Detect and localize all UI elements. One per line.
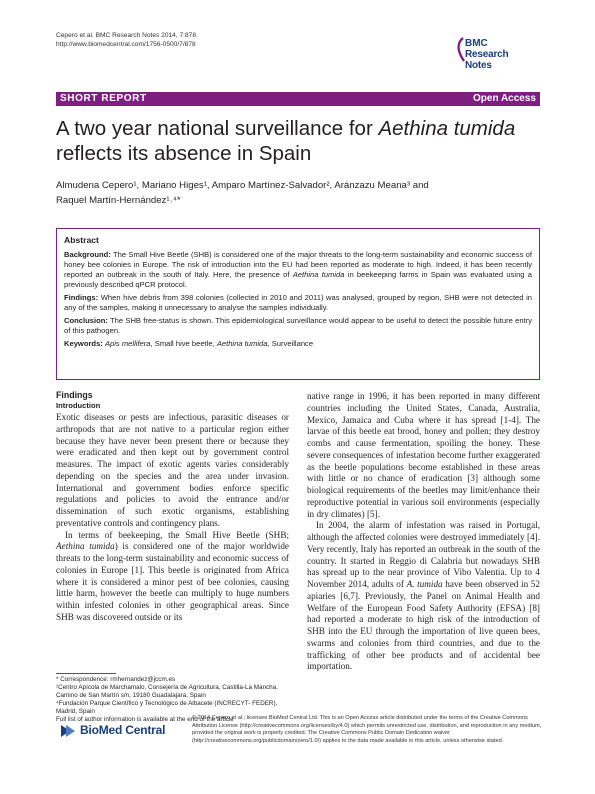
body-paragraph: Exotic diseases or pests are infectious, parasitic diseases or arthropods that are not native to a particular region either because they have never been present there or because they were eradicated and then kept out by government control measures. The impact of exotic agents varies considerably depending on the species and the area under invasion. International and government bodies enforce specific regulations and policies to avoid the entrance and/or dissemination of such exotic organisms, establishing preventative controls and contingency plans. <box>56 412 289 528</box>
author-line: Almudena Cepero¹, Mariano Higes¹, Amparo Martínez-Salvador², Aránzazu Meana³ and <box>56 180 429 191</box>
body-column-left <box>56 390 289 624</box>
body-text: In 2004, the alarm of infestation was raised in Portugal, although the affected colonies were destroyed immediately [4]. Very recently, Italy has reported an outbreak in the south of the country. It started in Reggio di Calabria but nowadays SHB has spread up to the near province of Vibo Valentia. Up to 4 November 2014, adults of <box>307 520 540 589</box>
abstract-findings <box>64 293 532 313</box>
title-text-end: reflects its absence in Spain <box>56 142 312 165</box>
body-text: In terms of beekeeping, the Small Hive Beetle (SHB; <box>65 529 289 540</box>
biomed-central-icon <box>58 722 78 740</box>
body-paragraph: native range in 1996, it has been reported in many different countries including the United States, Canada, Australia, Mexico, Jamaica and Cuba where it has spread [1-4]. The larvae of this beetle eat brood, honey and pollen; they destroy combs and cause fermentation, spoiling the honey. These severe consequences of infestation become further exaggerated as the beetle populations become established in these areas with little or no chance of eradication [3] although some biological requirements of the beetles may limit/enhance their reproductive potential in various soil environments (especially in dry climates) [5]. <box>307 391 540 519</box>
article-title <box>56 116 526 166</box>
abstract-background <box>64 250 532 290</box>
abstract-text: The Small Hive Beetle (SHB) is considered one of the major threats to the long-term sustainability and economic success of honey bee colonies in Europe. The risk of introduction into the EU had been reported as moderate to high. Indeed, it has been recently reported an outbreak in the south of Italy. Here, the presence of <box>64 250 532 280</box>
title-species: Aethina tumida <box>378 117 516 140</box>
citation-url[interactable]: http://www.biomedcentral.com/1756-0500/7/878 <box>56 41 196 48</box>
correspondence-note: * Correspondence: rmhernandez@jccm.es <box>56 676 176 683</box>
abstract-text: in beekeeping farms in Spain was evaluated using a previously described qPCR protocol. <box>64 270 532 290</box>
abstract-text: The SHB free-status is shown. This epidemiological surveillance would appear to be useful to detect the possible future entry of this pathogen. <box>64 315 532 335</box>
body-text: ) is considered one of the major worldwide threats to the long-term sustainability and economic success of colonies in Europe [1]. This beetle is originated from Africa where it is considered a minor pest of bee colonies, causing little harm, however the beetle can multiply to huge numbers within infested colonies in other geographical areas. Since SHB was discovered outside or its <box>56 541 289 622</box>
author-line: Raquel Martín-Hernández¹˒⁴* <box>56 194 181 206</box>
body-species: A. tumida <box>406 579 443 589</box>
body-column-right <box>307 391 540 673</box>
abstract-label: Background: <box>64 250 111 259</box>
body-paragraph <box>56 530 289 624</box>
abstract-species: Aethina tumida <box>292 270 345 280</box>
publisher-logo <box>58 720 178 742</box>
keyword: Apis mellifera <box>104 338 151 348</box>
abstract-box <box>56 228 540 380</box>
author-info-note: Full list of author information is available at the end of the article <box>56 716 234 724</box>
publisher-name: BioMed Central <box>80 723 166 737</box>
abstract-keywords <box>64 339 532 349</box>
journal-logo <box>454 36 534 71</box>
journal-citation <box>56 31 196 49</box>
keywords-label: Keywords: <box>64 338 103 348</box>
journal-logo-bmc: BMC <box>465 38 488 49</box>
author-list <box>56 179 526 208</box>
abstract-label: Conclusion: <box>64 315 108 325</box>
footnote-divider <box>56 673 116 674</box>
body-species: Aethina tumida <box>56 541 115 552</box>
body-paragraph <box>307 520 540 673</box>
abstract-label: Findings: <box>64 292 99 302</box>
keyword: Aethina tumida <box>216 338 268 348</box>
keyword: , Small hive beetle, <box>150 338 217 348</box>
title-text: A two year national surveillance for <box>56 117 379 140</box>
subsection-heading: Introduction <box>56 401 101 410</box>
license-statement: © 2014 Cepero et al.; licensee BioMed Central Ltd. This is an Open Access article distributed under the terms of the Creative Commons Attribution License (http://creativecommons.org/licenses/by/4.0) which permits unrestricted use, distribution, and reproduction in any medium, provided the original work is properly credited. The Creative Commons Public Domain Dedication waiver (http://creativecommons.org/publicdomain/zero/1.0/) applies to the data made available in this article, unless otherwise stated. <box>192 715 542 744</box>
affiliation-note: ⁴Fundación Parque Científico y Tecnológico de Albacete (INCRECYT- FEDER), Madrid, Spain <box>56 700 278 716</box>
section-heading: Findings <box>56 390 93 400</box>
open-access-label: Open Access <box>473 93 536 104</box>
abstract-heading: Abstract <box>64 235 99 245</box>
article-type-banner <box>56 92 540 106</box>
article-type: SHORT REPORT <box>60 93 147 104</box>
journal-logo-name: Research Notes <box>465 49 509 71</box>
citation-line: Cepero et al. BMC Research Notes 2014, 7:878 <box>56 32 197 39</box>
body-text: have been observed in 52 apiaries [6,7]. Previously, the Panel on Animal Health and Welfare of the European Food Safety Authority (EFSA) [8] had reported a moderate to high risk of the introduction of SHB into the EU through the importation of live queen bees, swarms and colonies from third countries, and due to the trafficking of other bee products and of accidental bee importation. <box>307 579 540 672</box>
abstract-text: When hive debris from 398 colonies (collected in 2010 and 2011) was analysed, grouped by region, SHB were not detected in any of the samples, making it unnecessary to analyse the samples individually. <box>64 292 532 312</box>
affiliation-note: ¹Centro Apícola de Marchamalo, Consejería de Agricultura, Castilla-La Mancha, Camino de San Martín s/n, 19180 Guadalajara, Spain <box>56 684 278 700</box>
abstract-conclusion <box>64 316 532 336</box>
keyword: , Surveillance <box>267 338 314 348</box>
